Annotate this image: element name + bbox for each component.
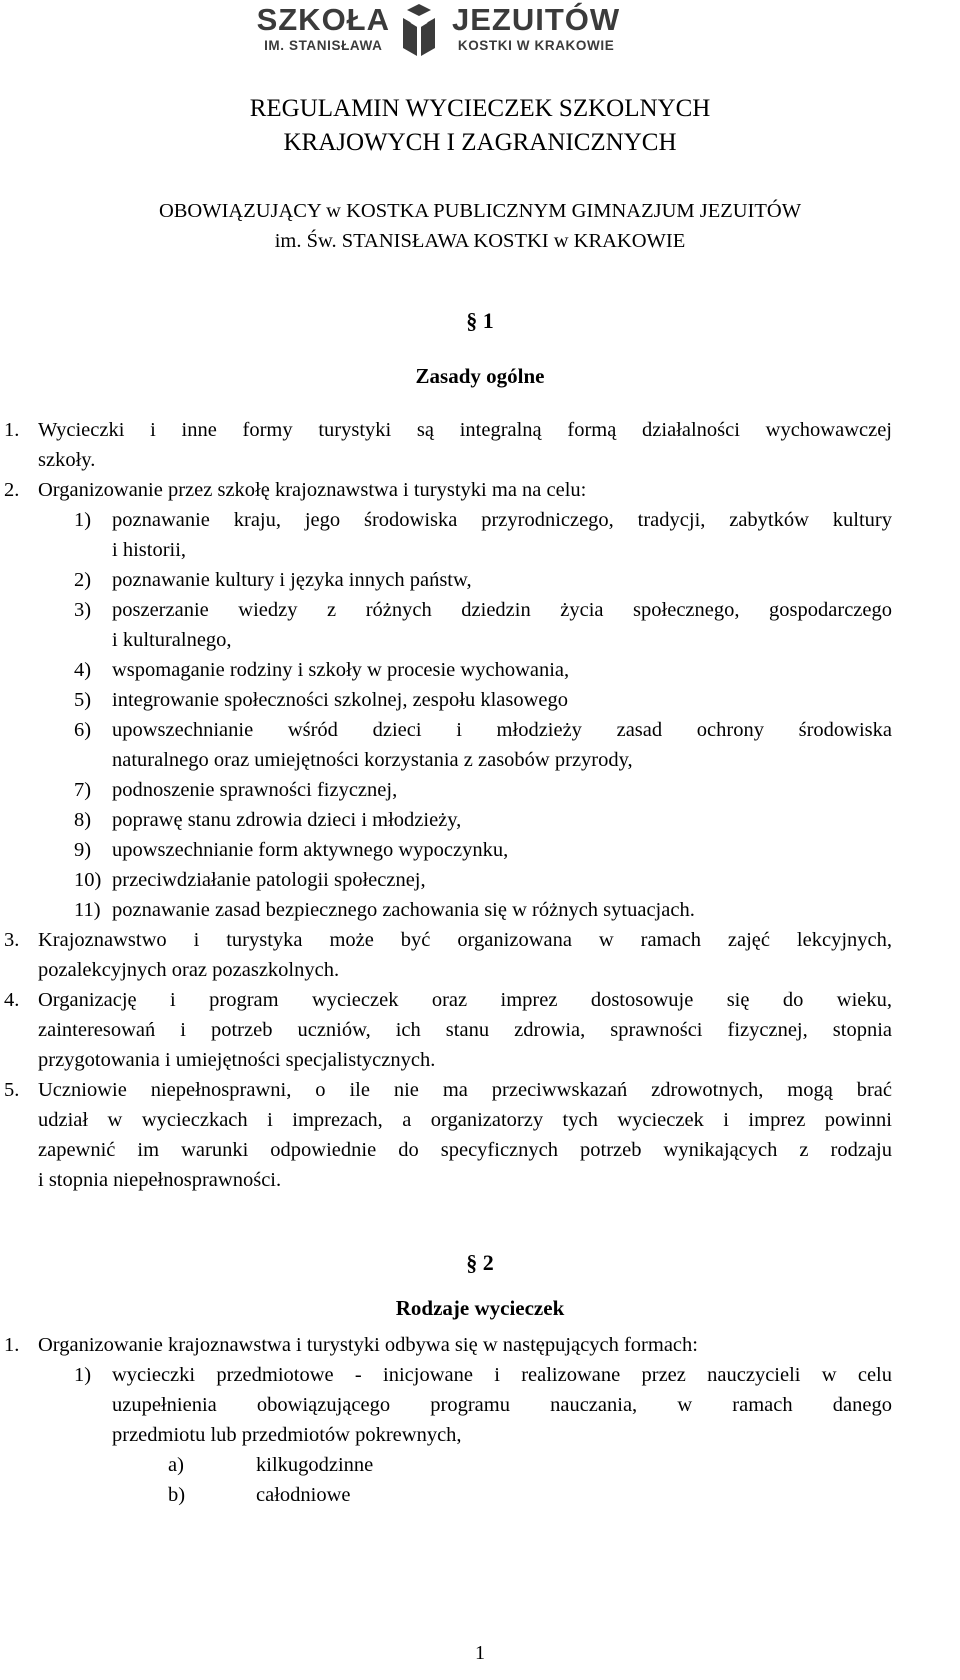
list-item-line: przeciwdziałanie patologii społecznej, bbox=[112, 869, 426, 891]
list-item-number: 9) bbox=[74, 839, 92, 861]
logo-school-word: SZKOŁA bbox=[256, 2, 390, 37]
section-2-symbol: § 2 bbox=[466, 1250, 494, 1275]
paragraph-line: Organizowanie przez szkołę krajoznawstwa i turystyki ma na celu: bbox=[38, 479, 587, 501]
list-item-line: naturalnego oraz umiejętności korzystania z zasobów przyrody, bbox=[112, 749, 633, 771]
list-item-number: 11) bbox=[74, 899, 101, 921]
logo-jezuitow-word: JEZUITÓW bbox=[452, 2, 621, 37]
paragraph-line: przygotowania i umiejętności specjalistycznych. bbox=[38, 1049, 436, 1071]
list-item-line: wspomaganie rodziny i szkoły w procesie wychowania, bbox=[112, 659, 570, 681]
list-item-line: poznawanie zasad bezpiecznego zachowania się w różnych sytuacjach. bbox=[112, 899, 695, 921]
list-item-number: 1) bbox=[74, 509, 92, 531]
list-item-line: poznawanie kraju, jego środowiska przyrodniczego, tradycji, zabytków kultury bbox=[112, 509, 892, 531]
paragraph-number: 4. bbox=[4, 989, 20, 1011]
paragraph-line: zapewnić im warunki odpowiednie do specyficznych potrzeb wynikających z rodzaju bbox=[38, 1139, 892, 1161]
list-item-number: 5) bbox=[74, 689, 92, 711]
list-item-line: i historii, bbox=[112, 539, 187, 561]
paragraph-line: udział w wycieczkach i imprezach, a organizatorzy tych wycieczek i imprez powinni bbox=[38, 1109, 892, 1131]
list-item-number: 7) bbox=[74, 779, 92, 801]
paragraph-number: 5. bbox=[4, 1079, 20, 1101]
paragraph-line: szkoły. bbox=[38, 449, 96, 471]
list-item-line: poznawanie kultury i języka innych państw, bbox=[112, 569, 472, 591]
list-item-number: 3) bbox=[74, 599, 92, 621]
list-item-number: 8) bbox=[74, 809, 92, 831]
page-number: 1 bbox=[475, 1642, 485, 1664]
logo-left-text bbox=[257, 3, 390, 54]
list-item-number: 2) bbox=[74, 569, 92, 591]
list-item-line: wycieczki przedmiotowe - inicjowane i realizowane przez nauczycieli w celu bbox=[112, 1364, 892, 1386]
doc-subtitle-line1: OBOWIĄZUJĄCY w KOSTKA PUBLICZNYM GIMNAZJUM JEZUITÓW bbox=[158, 200, 802, 222]
list-item-number: 10) bbox=[74, 869, 102, 891]
list-item-line: upowszechnianie form aktywnego wypoczynku, bbox=[112, 839, 509, 861]
paragraph-number: 2. bbox=[4, 479, 20, 501]
list-item-line: przedmiotu lub przedmiotów pokrewnych, bbox=[112, 1424, 462, 1446]
paragraph-line: Organizowanie krajoznawstwa i turystyki odbywa się w następujących formach: bbox=[38, 1334, 698, 1356]
list-item-line: i kulturalnego, bbox=[112, 629, 232, 651]
jesuit-emblem-icon bbox=[397, 2, 441, 58]
list-item-number: 4) bbox=[74, 659, 92, 681]
sublist-item-text: kilkugodzinne bbox=[256, 1454, 374, 1476]
sublist-item-text: całodniowe bbox=[256, 1484, 351, 1506]
sublist-item-letter: b) bbox=[168, 1484, 186, 1506]
paragraph-line: Organizację i program wycieczek oraz imprez dostosowuje się do wieku, bbox=[38, 989, 892, 1011]
paragraph-number: 1. bbox=[4, 1334, 20, 1356]
list-item-line: podnoszenie sprawności fizycznej, bbox=[112, 779, 398, 801]
paragraph-number: 3. bbox=[4, 929, 20, 951]
sublist-item-letter: a) bbox=[168, 1454, 184, 1476]
section-1-symbol: § 1 bbox=[466, 308, 494, 333]
paragraph-line: zainteresowań i potrzeb uczniów, ich stanu zdrowia, sprawności fizycznej, stopnia bbox=[38, 1019, 892, 1041]
list-item-line: integrowanie społeczności szkolnej, zespołu klasowego bbox=[112, 689, 568, 711]
logo-im-stanislawa: IM. STANISŁAWA bbox=[264, 38, 383, 53]
paragraph-number: 1. bbox=[4, 419, 20, 441]
section-1-heading: Zasady ogólne bbox=[415, 364, 545, 388]
doc-subtitle-line2: im. Św. STANISŁAWA KOSTKI w KRAKOWIE bbox=[274, 230, 686, 252]
paragraph-line: Wycieczki i inne formy turystyki są integralną formą działalności wychowawczej bbox=[38, 419, 892, 441]
doc-title-line1: REGULAMIN WYCIECZEK SZKOLNYCH bbox=[249, 95, 711, 122]
list-item-line: upowszechnianie wśród dzieci i młodzieży zasad ochrony środowiska bbox=[112, 719, 892, 741]
school-logo bbox=[0, 0, 960, 64]
list-item-line: poprawę stanu zdrowia dzieci i młodzieży, bbox=[112, 809, 462, 831]
paragraph-line: i stopnia niepełnosprawności. bbox=[38, 1169, 282, 1191]
paragraph-line: pozalekcyjnych oraz pozaszkolnych. bbox=[38, 959, 340, 981]
list-item-number: 6) bbox=[74, 719, 92, 741]
list-item-line: uzupełnienia obowiązującego programu nauczania, w ramach danego bbox=[112, 1394, 892, 1416]
paragraph-line: Krajoznawstwo i turystyka może być organizowana w ramach zajęć lekcyjnych, bbox=[38, 929, 892, 951]
list-item-number: 1) bbox=[74, 1364, 92, 1386]
paragraph-line: Uczniowie niepełnosprawni, o ile nie ma przeciwwskazań zdrowotnych, mogą brać bbox=[38, 1079, 892, 1101]
doc-title-line2: KRAJOWYCH I ZAGRANICZNYCH bbox=[283, 129, 677, 156]
logo-kostki: KOSTKI W KRAKOWIE bbox=[457, 38, 615, 53]
list-item-line: poszerzanie wiedzy z różnych dziedzin życia społecznego, gospodarczego bbox=[112, 599, 892, 621]
logo-right-text bbox=[452, 3, 620, 54]
section-2-heading: Rodzaje wycieczek bbox=[395, 1296, 565, 1320]
